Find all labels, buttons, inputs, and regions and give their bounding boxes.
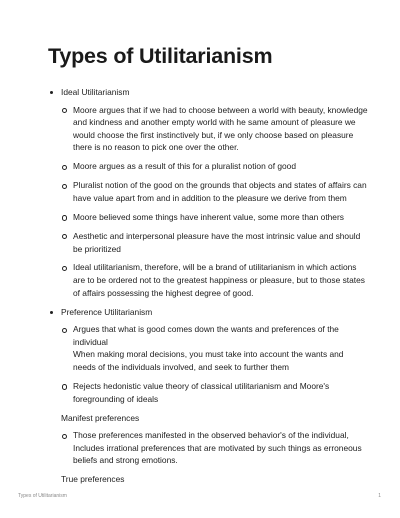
list-item-text: Argues that what is good comes down the wants and preferences of the individual xyxy=(73,324,339,347)
footer-page-number: 1 xyxy=(378,493,381,499)
list-item xyxy=(61,380,368,405)
footer-document-name: Types of Utilitarianism xyxy=(18,493,67,499)
nested-list xyxy=(61,323,368,405)
subheading-manifest-preferences: Manifest preferences xyxy=(61,412,140,423)
list-item-text: Rejects hedonistic value theory of classical utilitarianism and Moore's foregrounding of ideals xyxy=(73,381,330,404)
list-item xyxy=(61,429,368,467)
list-item xyxy=(61,104,368,154)
list-item xyxy=(61,230,368,255)
list-item xyxy=(61,179,368,204)
list-item xyxy=(61,211,368,224)
subheading-true-preferences: True preferences xyxy=(61,474,125,485)
list-item-text: Those preferences manifested in the observed behavior's of the individual, Includes irrational preferences that are motivated by such things as erroneous beliefs and strong emotions. xyxy=(73,430,362,466)
list-item-text: Ideal utilitarianism, therefore, will be a brand of utilitarianism in which actions are to be ordered not to the greatest happiness or pleasure, but to those states of affairs possessing the highest degree of good. xyxy=(73,262,365,298)
top-level-list xyxy=(48,86,368,486)
list-item-text: Aesthetic and interpersonal pleasure have the most intrinsic value and should be prioritized xyxy=(73,230,361,254)
page-title: Types of Utilitarianism xyxy=(48,44,273,68)
nested-list xyxy=(61,104,368,300)
list-item xyxy=(61,323,368,373)
list-item-text: Moore believed some things have inherent value, some more than others xyxy=(73,211,344,222)
nested-list xyxy=(61,429,368,467)
list-item-label: Ideal Utilitarianism xyxy=(61,87,130,97)
list-item-label: Preference Utilitarianism xyxy=(61,306,153,317)
list-item-text: Moore argues as a result of this for a pluralist notion of good xyxy=(73,161,296,172)
list-item-ideal-utilitarianism xyxy=(48,86,368,299)
list-item-text: Moore argues that if we had to choose between a world with beauty, knowledge and kindness and another empty world with he same amount of pleasure we would choose the first instinctively but, if we only choose based on pleasure there is no reason to pick one over the other. xyxy=(73,104,368,153)
document-body xyxy=(48,86,368,492)
list-item xyxy=(61,261,368,299)
list-item-preference-utilitarianism xyxy=(48,306,368,486)
list-item-continuation: When making moral decisions, you must take into account the wants and needs of the individuals involved, and seek to further them xyxy=(73,349,344,373)
list-item-text: Pluralist notion of the good on the grounds that objects and states of affairs can have value apart from and in addition to the pleasure we derive from them xyxy=(73,180,367,203)
list-item xyxy=(61,160,368,173)
